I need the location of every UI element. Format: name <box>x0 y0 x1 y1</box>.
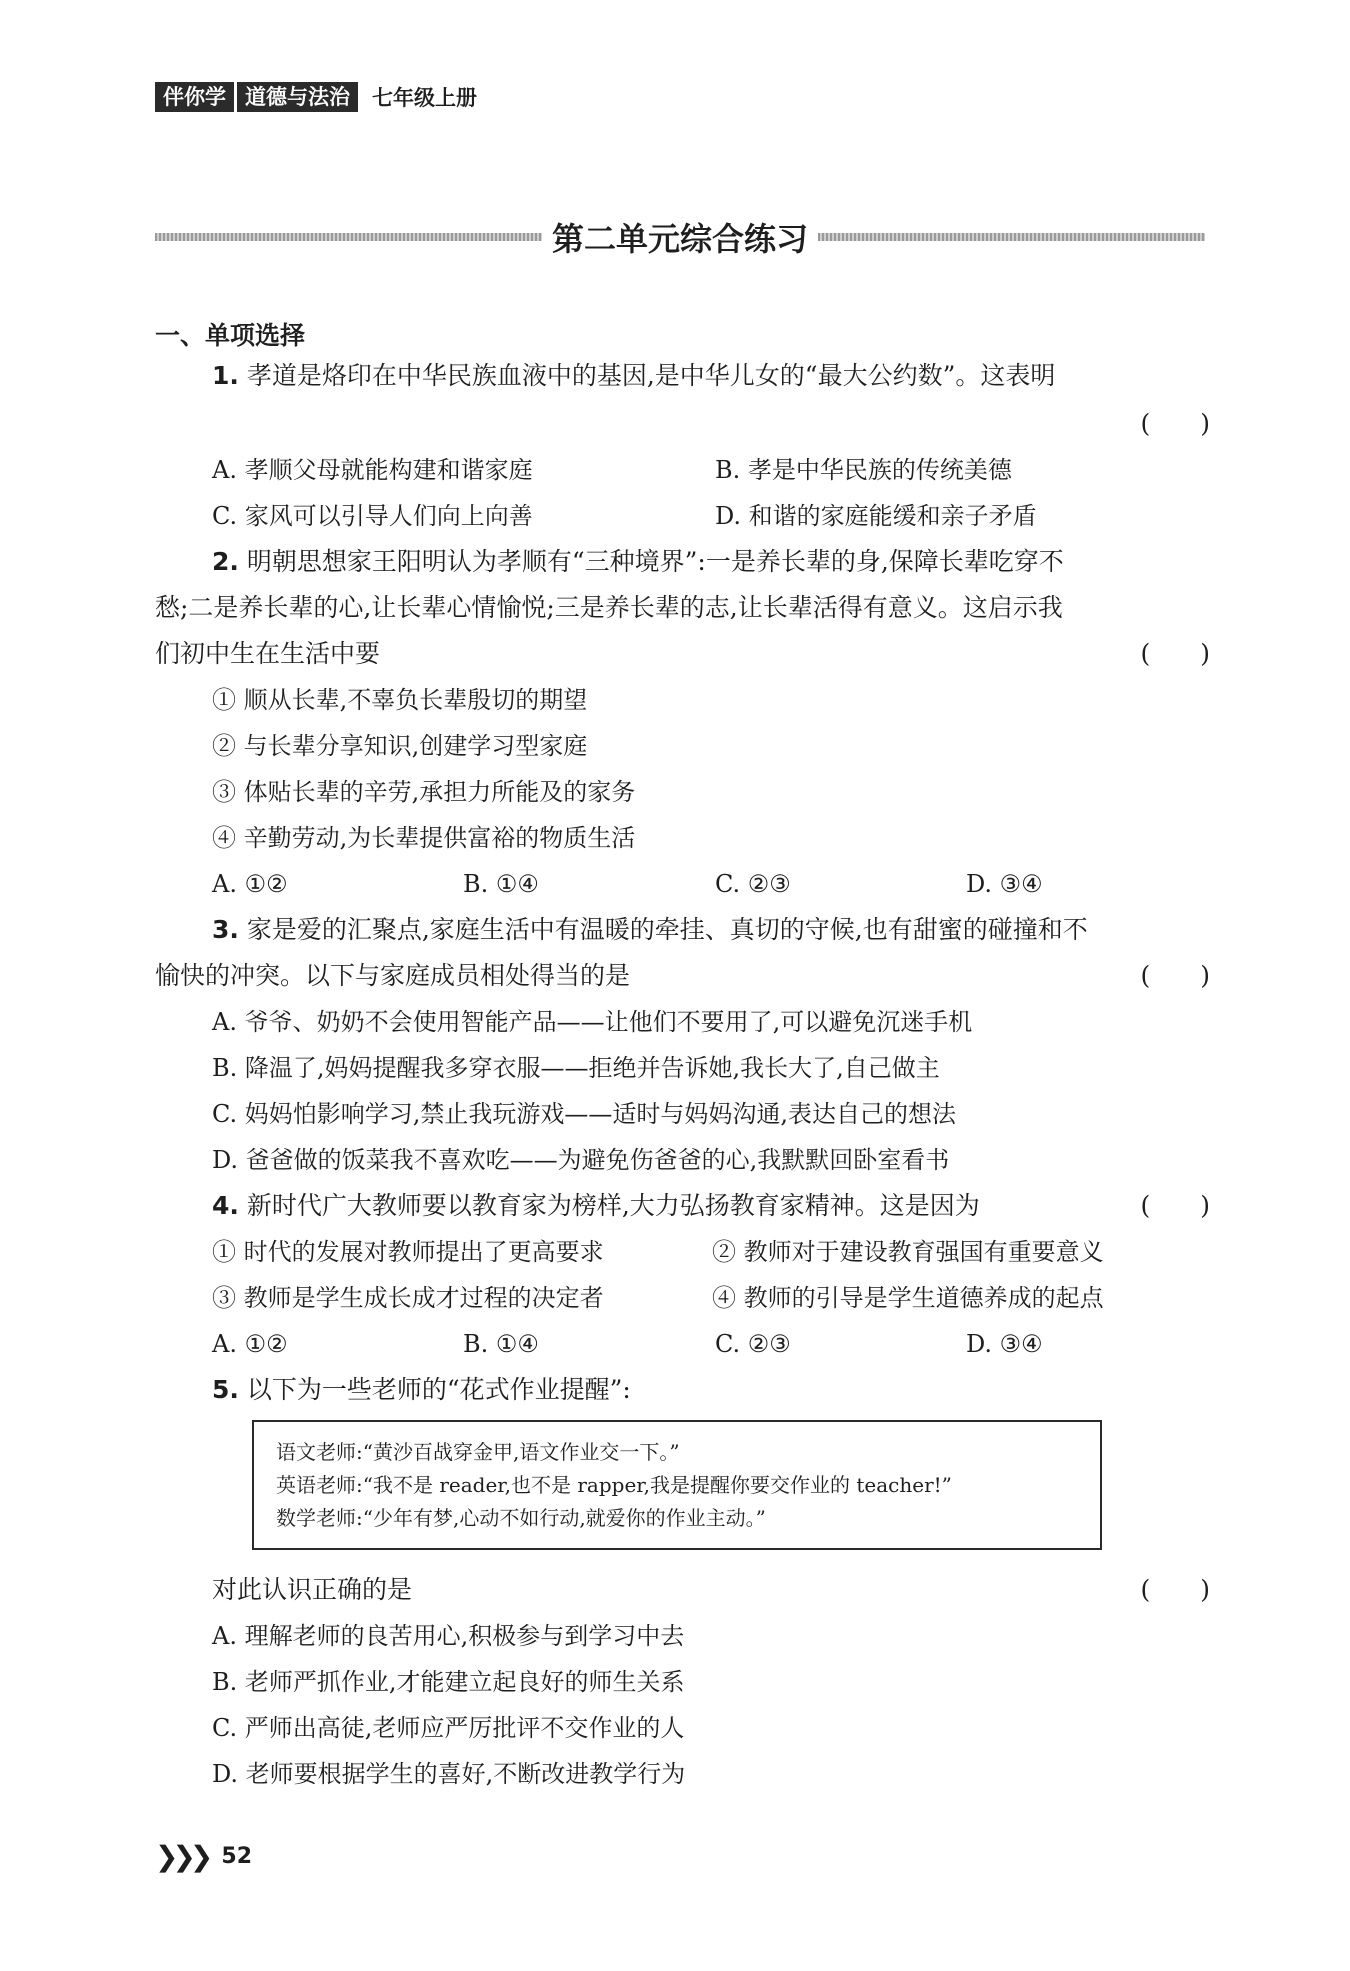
answer-bracket: ( ) <box>1140 1191 1210 1220</box>
statement-3: ③ 体贴长辈的辛劳,承担力所能及的家务 <box>212 778 636 806</box>
question-4-stem <box>212 1188 980 1224</box>
quote-line: 英语老师:“我不是 reader,也不是 rapper,我是提醒你要交作业的 teacher!” <box>276 1473 952 1497</box>
option-d: D. 和谐的家庭能缓和亲子矛盾 <box>715 502 1037 530</box>
header-series-label: 伴你学 <box>155 82 234 112</box>
question-number: 2. <box>212 547 239 576</box>
question-text-line: 愁;二是养长辈的心,让长辈心情愉悦;三是养长辈的志,让长辈活得有意义。这启示我 <box>155 593 1063 622</box>
title-rule-left <box>155 233 542 241</box>
quote-line: 数学老师:“少年有梦,心动不如行动,就爱你的作业主动。” <box>276 1506 766 1530</box>
option-d: D. 爸爸做的饭菜我不喜欢吃——为避免伤爸爸的心,我默默回卧室看书 <box>212 1146 950 1174</box>
option-d: D. ③④ <box>966 1330 1043 1358</box>
page-number: 52 <box>221 1844 253 1869</box>
question-5-stem <box>212 1372 631 1408</box>
option-a: A. 理解老师的良苦用心,积极参与到学习中去 <box>212 1622 685 1650</box>
statement-2: ② 教师对于建设教育强国有重要意义 <box>712 1238 1104 1266</box>
question-number: 3. <box>212 915 239 944</box>
statement-1: ① 时代的发展对教师提出了更高要求 <box>212 1238 604 1266</box>
section-title: 一、单项选择 <box>155 321 306 350</box>
statement-4: ④ 辛勤劳动,为长辈提供富裕的物质生活 <box>212 824 636 852</box>
option-a: A. ①② <box>212 870 288 898</box>
chevron-right-icon: ❯❯❯ <box>155 1840 208 1873</box>
option-b: B. ①④ <box>463 870 539 898</box>
option-b: B. 老师严抓作业,才能建立起良好的师生关系 <box>212 1668 685 1696</box>
statement-1: ① 顺从长辈,不辜负长辈殷切的期望 <box>212 686 588 714</box>
question-text: 新时代广大教师要以教育家为榜样,大力弘扬教育家精神。这是因为 <box>246 1191 980 1220</box>
question-text: 以下为一些老师的“花式作业提醒”: <box>246 1375 631 1404</box>
question-text: 孝道是烙印在中华民族血液中的基因,是中华儿女的“最大公约数”。这表明 <box>246 361 1056 390</box>
question-2-stem <box>212 544 1064 580</box>
option-c: C. ②③ <box>715 870 791 898</box>
unit-title-row <box>155 212 1205 262</box>
page-header <box>155 80 477 114</box>
question-text: 家是爱的汇聚点,家庭生活中有温暖的牵挂、真切的守候,也有甜蜜的碰撞和不 <box>246 915 1088 944</box>
question-number: 4. <box>212 1191 239 1220</box>
option-c: C. 妈妈怕影响学习,禁止我玩游戏——适时与妈妈沟通,表达自己的想法 <box>212 1100 957 1128</box>
quote-line: 语文老师:“黄沙百战穿金甲,语文作业交一下。” <box>276 1440 680 1464</box>
title-rule-right <box>818 233 1205 241</box>
quote-box <box>252 1420 1102 1550</box>
statement-4: ④ 教师的引导是学生道德养成的起点 <box>712 1284 1104 1312</box>
page-footer <box>155 1840 252 1873</box>
option-c: C. ②③ <box>715 1330 791 1358</box>
option-d: D. ③④ <box>966 870 1043 898</box>
question-text-line: 们初中生在生活中要 <box>155 639 381 668</box>
option-b: B. 降温了,妈妈提醒我多穿衣服——拒绝并告诉她,我长大了,自己做主 <box>212 1054 940 1082</box>
option-b: B. 孝是中华民族的传统美德 <box>715 456 1012 484</box>
option-b: B. ①④ <box>463 1330 539 1358</box>
answer-bracket: ( ) <box>1140 1575 1210 1604</box>
answer-bracket: ( ) <box>1140 639 1210 668</box>
question-number: 1. <box>212 361 239 390</box>
question-number: 5. <box>212 1375 239 1404</box>
option-c: C. 严师出高徒,老师应严厉批评不交作业的人 <box>212 1714 685 1742</box>
question-text-line: 愉快的冲突。以下与家庭成员相处得当的是 <box>155 961 631 990</box>
statement-2: ② 与长辈分享知识,创建学习型家庭 <box>212 732 588 760</box>
answer-bracket: ( ) <box>1140 409 1210 438</box>
option-a: A. ①② <box>212 1330 288 1358</box>
header-grade-label: 七年级上册 <box>372 86 477 110</box>
question-1-stem <box>212 358 1055 394</box>
answer-bracket: ( ) <box>1140 961 1210 990</box>
option-a: A. 爷爷、奶奶不会使用智能产品——让他们不要用了,可以避免沉迷手机 <box>212 1008 973 1036</box>
option-a: A. 孝顺父母就能构建和谐家庭 <box>212 456 533 484</box>
statement-3: ③ 教师是学生成长成才过程的决定者 <box>212 1284 604 1312</box>
option-c: C. 家风可以引导人们向上向善 <box>212 502 533 530</box>
question-3-stem <box>212 912 1088 948</box>
unit-title: 第二单元综合练习 <box>552 220 809 258</box>
header-subject-label: 道德与法治 <box>237 82 358 112</box>
option-d: D. 老师要根据学生的喜好,不断改进教学行为 <box>212 1760 686 1788</box>
question-text: 明朝思想家王阳明认为孝顺有“三种境界”:一是养长辈的身,保障长辈吃穿不 <box>246 547 1064 576</box>
question-prompt: 对此认识正确的是 <box>212 1575 413 1604</box>
